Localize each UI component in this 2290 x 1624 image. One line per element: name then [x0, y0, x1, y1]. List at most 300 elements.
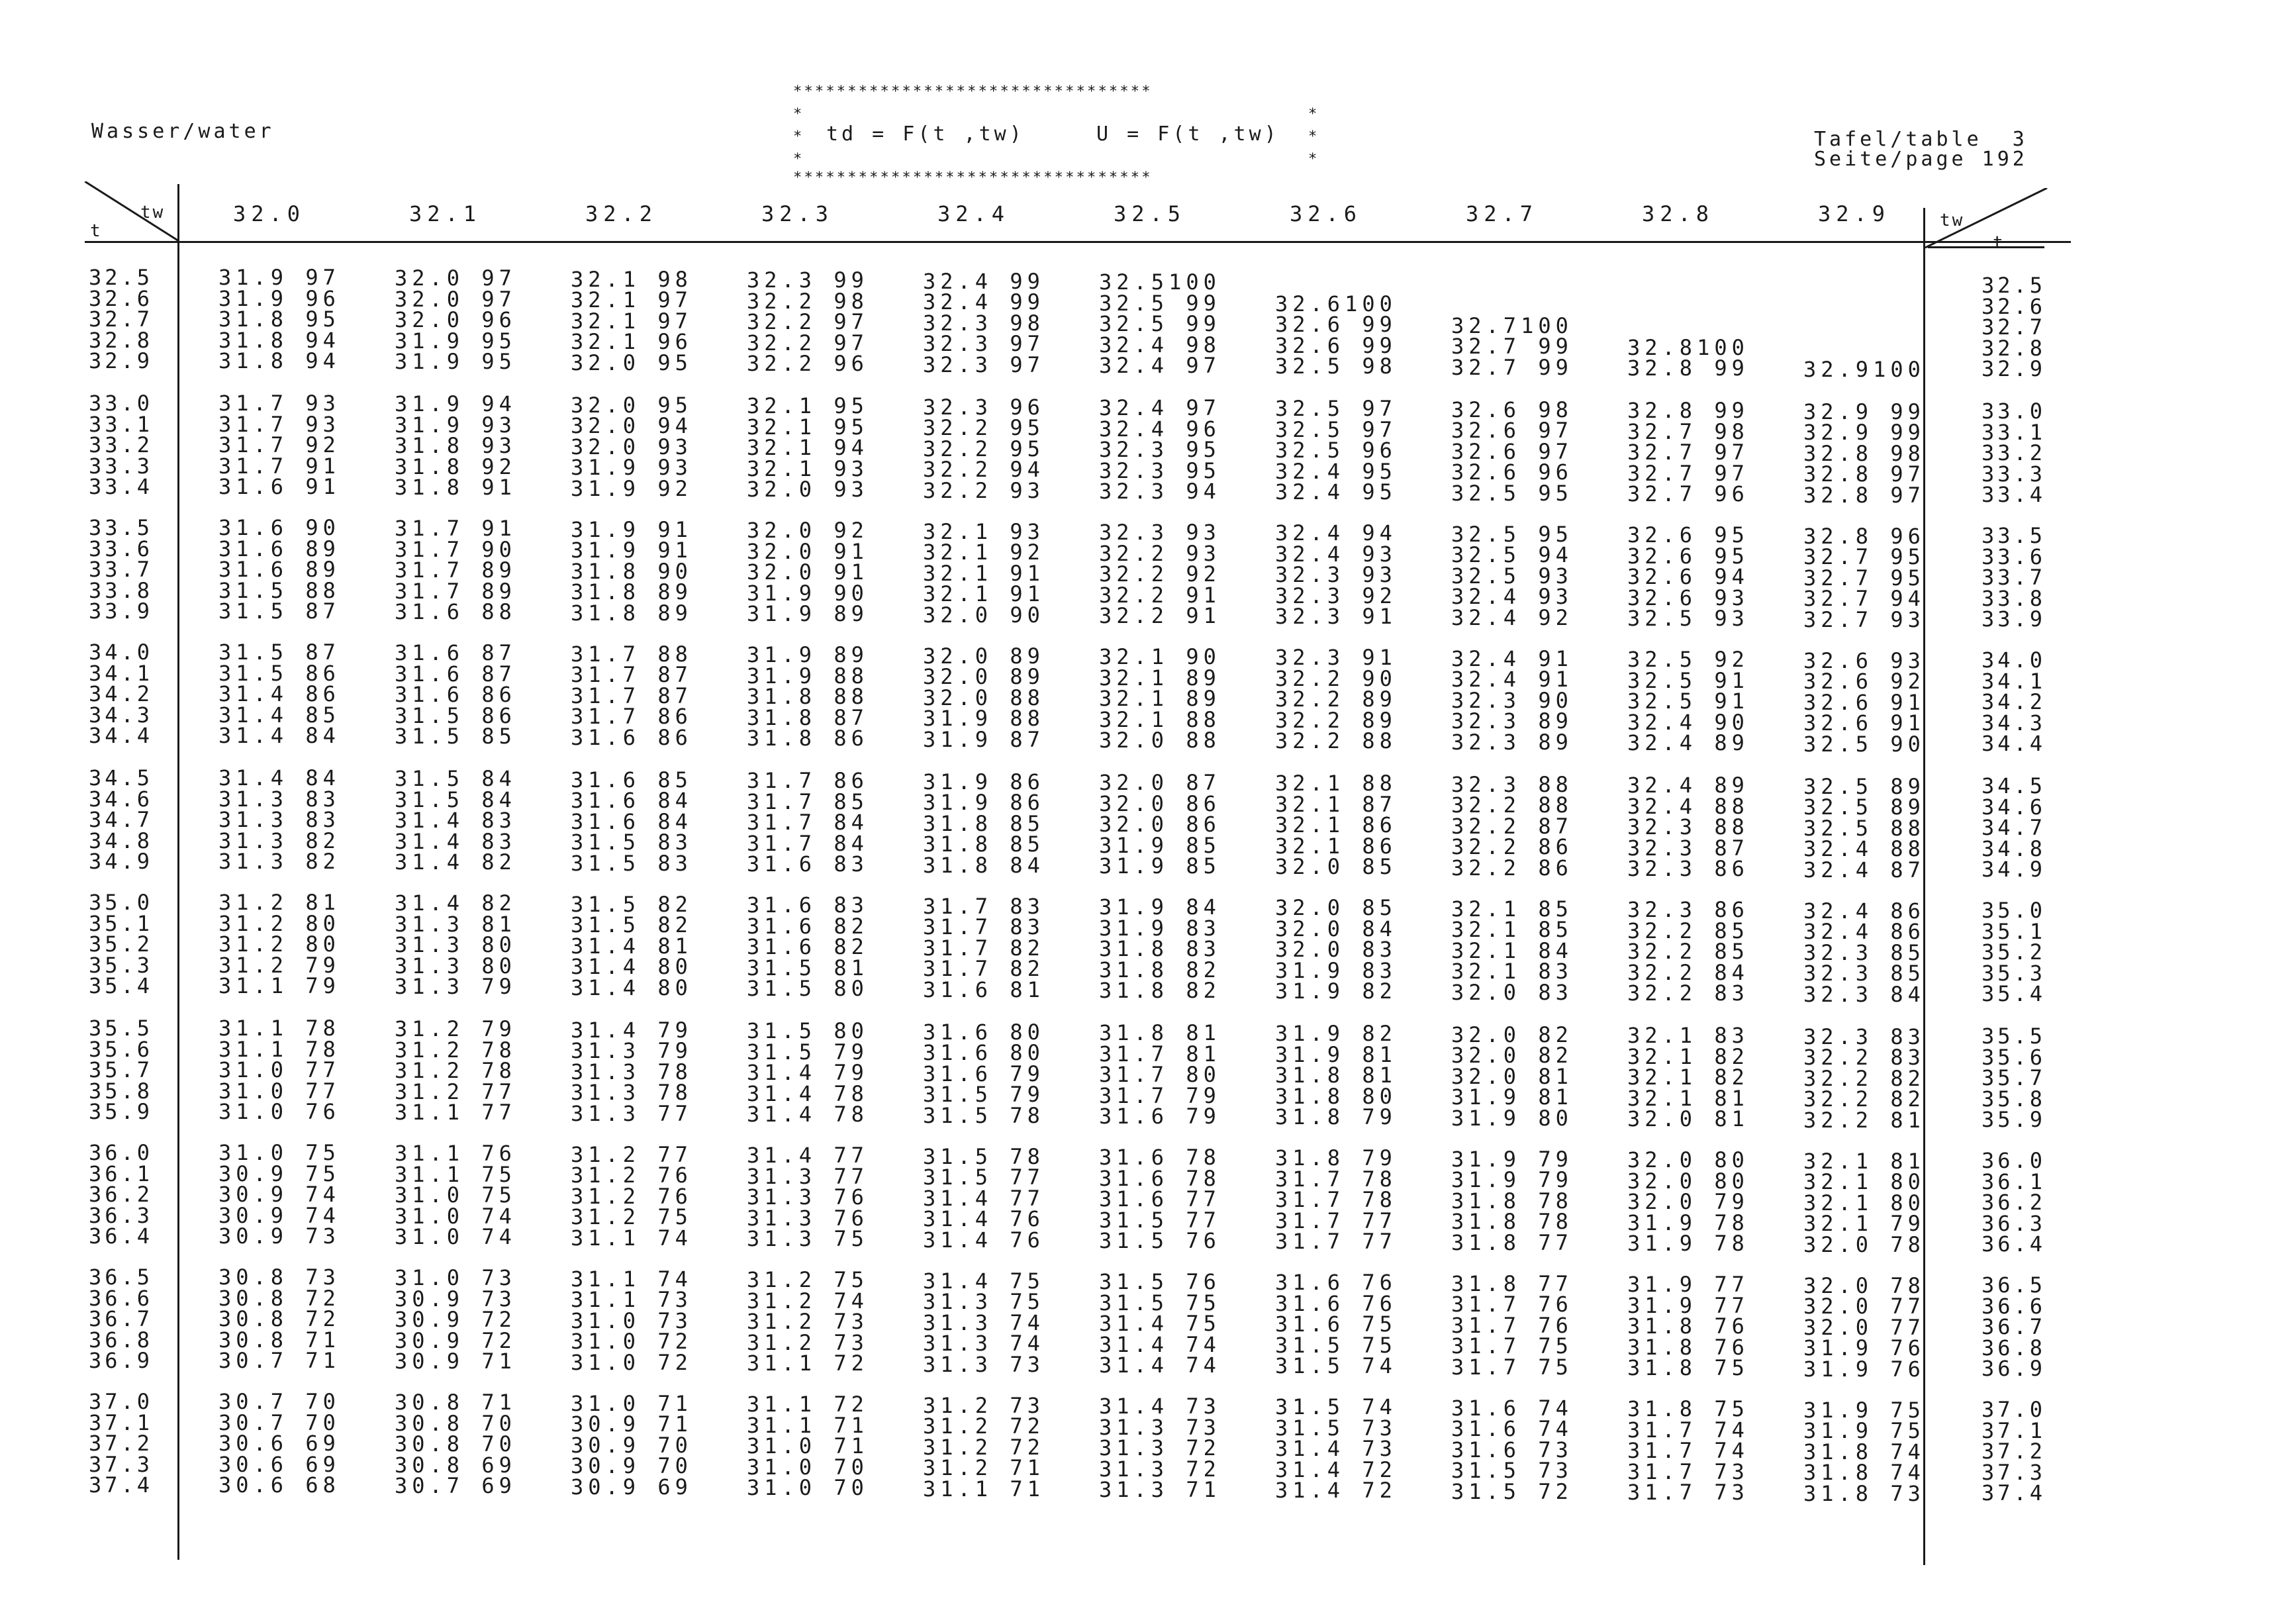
table-cell: 30.9 71 [395, 1349, 516, 1374]
row-labels-right: 36.5 36.6 36.7 36.8 36.9 [1981, 1272, 2046, 1381]
table-cell: 31.8 80 [1275, 1083, 1397, 1109]
table-cell: 32.7 94 [1803, 586, 1925, 612]
column-header: 32.7 [1466, 201, 1539, 226]
table-cell: 31.4 75 [1099, 1311, 1221, 1336]
table-cell: 32.1 87 [1275, 791, 1397, 817]
table-cell: 32.3 86 [1627, 897, 1749, 923]
row-labels-left: 34.0 34.1 34.2 34.3 34.4 [89, 640, 154, 748]
table-cell: 32.8 97 [1803, 482, 1925, 508]
table-cell: 30.9 72 [395, 1307, 516, 1333]
table-cell: 32.5 90 [1803, 731, 1925, 757]
table-cell: 32.5100 [1099, 269, 1221, 295]
table-cell: 32.1 85 [1451, 917, 1573, 943]
table-cell: 31.5 79 [747, 1039, 869, 1065]
table-cell: 31.9 88 [923, 706, 1045, 732]
table-cell: 32.4 96 [1099, 416, 1221, 442]
table-cell: 31.4 77 [923, 1185, 1045, 1211]
table-cell: 31.3 75 [923, 1289, 1045, 1315]
table-cell: 31.3 76 [747, 1184, 869, 1210]
table-cell: 32.0 89 [923, 664, 1045, 690]
table-cell: 32.3 83 [1803, 1024, 1925, 1049]
table-cell: 31.8 78 [1451, 1209, 1573, 1235]
table-cell: 31.9 82 [1275, 1021, 1397, 1047]
table-cell: 31.2 77 [395, 1078, 516, 1104]
table-cell: 31.9 81 [1275, 1041, 1397, 1067]
table-cell: 31.5 84 [395, 787, 516, 812]
table-cell: 31.6 80 [923, 1040, 1045, 1066]
table-cell: 32.2 91 [1099, 603, 1221, 628]
table-cell: 31.8 73 [1803, 1480, 1925, 1506]
table-cell: 31.1 73 [571, 1287, 692, 1313]
table-cell: 31.5 82 [571, 891, 692, 917]
table-cell: 32.6 91 [1803, 710, 1925, 736]
table-cell: 31.2 80 [218, 910, 340, 936]
corner-t-label-left: t [90, 221, 104, 241]
table-cell: 32.4 94 [1275, 520, 1397, 546]
table-cell: 31.6 79 [1099, 1104, 1221, 1129]
table-cell: 31.4 83 [395, 828, 516, 854]
table-cell: 30.7 70 [218, 1409, 340, 1435]
table-cell: 32.3 85 [1803, 939, 1925, 965]
table-cell: 31.4 75 [923, 1268, 1045, 1294]
table-cell: 31.4 76 [923, 1206, 1045, 1232]
table-cell: 30.9 71 [571, 1411, 692, 1437]
table-cell: 31.0 75 [395, 1182, 516, 1208]
table-cell: 31.9 88 [747, 663, 869, 689]
table-cell: 31.0 76 [218, 1099, 340, 1124]
table-cell: 32.4 90 [1627, 709, 1749, 735]
row-labels-right: 33.5 33.6 33.7 33.8 33.9 [1981, 523, 2046, 632]
table-cell: 31.7 74 [1627, 1438, 1749, 1464]
table-cell: 31.1 72 [747, 1392, 869, 1417]
table-cell: 32.0 88 [923, 685, 1045, 710]
formula-star: * [1308, 128, 1321, 145]
row-labels-left: 36.0 36.1 36.2 36.3 36.4 [89, 1140, 154, 1249]
row-labels-left: 35.0 35.1 35.2 35.3 35.4 [89, 890, 154, 998]
table-cell: 31.9 81 [1451, 1084, 1573, 1110]
table-cell: 32.3 97 [923, 331, 1045, 357]
row-labels-left: 33.0 33.1 33.2 33.3 33.4 [89, 391, 154, 499]
table-cell: 31.2 71 [923, 1455, 1045, 1481]
table-cell: 30.9 73 [395, 1286, 516, 1312]
table-cell: 32.0 77 [1803, 1294, 1925, 1319]
table-cell: 31.9 75 [1803, 1418, 1925, 1444]
table-cell: 31.8 94 [218, 348, 340, 373]
table-cell: 31.8 78 [1451, 1188, 1573, 1214]
table-cell: 31.6 84 [571, 808, 692, 834]
table-cell: 31.3 83 [218, 786, 340, 812]
table-cell: 31.5 78 [923, 1102, 1045, 1128]
table-cell: 31.8 90 [571, 558, 692, 584]
table-cell: 31.7 77 [1275, 1208, 1397, 1233]
table-cell: 31.7 85 [747, 788, 869, 814]
table-cell: 32.5 89 [1803, 794, 1925, 820]
table-cell: 32.6 95 [1627, 543, 1749, 569]
table-cell: 32.3 91 [1275, 645, 1397, 671]
table-cell: 32.2 88 [1275, 728, 1397, 754]
table-cell: 31.1 72 [747, 1351, 869, 1376]
table-cell: 32.5 93 [1451, 563, 1573, 589]
table-cell: 31.8 88 [747, 684, 869, 710]
table-cell: 32.0 87 [1099, 770, 1221, 795]
table-cell: 32.2 92 [1099, 561, 1221, 587]
table-cell: 32.3 99 [747, 267, 869, 293]
table-cell: 32.6 93 [1803, 647, 1925, 673]
table-cell: 32.3 98 [923, 310, 1045, 336]
table-cell: 32.3 85 [1803, 961, 1925, 986]
table-cell: 31.3 75 [747, 1226, 869, 1252]
column-header: 32.2 [585, 201, 658, 226]
table-cell: 31.5 83 [571, 830, 692, 855]
table-cell: 32.0 94 [571, 413, 692, 439]
table-cell: 31.2 79 [218, 952, 340, 978]
table-cell: 30.9 72 [395, 1327, 516, 1353]
table-cell: 32.5 98 [1275, 354, 1397, 379]
table-cell: 31.4 82 [395, 890, 516, 916]
table-cell: 32.3 94 [1099, 479, 1221, 504]
table-cell: 30.7 71 [218, 1348, 340, 1373]
column-header: 32.6 [1290, 201, 1362, 226]
table-cell: 31.4 73 [1275, 1436, 1397, 1462]
table-cell: 32.0 89 [923, 643, 1045, 669]
table-cell: 32.2 88 [1451, 792, 1573, 818]
table-cell: 32.4 88 [1803, 836, 1925, 862]
table-cell: 32.4 86 [1803, 898, 1925, 924]
table-cell: 32.2 95 [923, 436, 1045, 461]
table-cell: 31.6 88 [395, 599, 516, 625]
table-cell: 32.2 91 [1099, 582, 1221, 608]
table-cell: 32.0 82 [1451, 1022, 1573, 1047]
table-cell: 31.2 73 [747, 1309, 869, 1335]
table-cell: 31.7 74 [1627, 1417, 1749, 1443]
table-cell: 31.6 73 [1451, 1437, 1573, 1462]
table-cell: 32.1 86 [1275, 833, 1397, 859]
table-cell: 31.3 79 [571, 1038, 692, 1064]
table-cell: 31.7 81 [1099, 1041, 1221, 1067]
table-cell: 31.1 71 [923, 1476, 1045, 1502]
table-cell: 31.8 87 [747, 704, 869, 730]
table-cell: 31.2 73 [923, 1392, 1045, 1418]
table-label: Tafel/table 3 [1814, 128, 2028, 151]
table-cell: 31.3 72 [1099, 1435, 1221, 1460]
table-cell: 31.4 79 [571, 1017, 692, 1043]
table-cell: 31.2 78 [395, 1058, 516, 1084]
row-labels-right: 32.5 32.6 32.7 32.8 32.9 [1981, 273, 2046, 381]
table-cell: 31.9 94 [395, 391, 516, 417]
table-cell: 32.4 99 [923, 289, 1045, 315]
table-cell: 32.1 97 [571, 308, 692, 334]
table-cell: 32.4 97 [1099, 395, 1221, 420]
table-cell: 31.5 88 [218, 577, 340, 603]
table-cell: 31.8 82 [1099, 957, 1221, 982]
table-cell: 32.4 89 [1627, 730, 1749, 756]
table-cell: 31.7 89 [395, 578, 516, 604]
table-cell: 31.3 78 [571, 1059, 692, 1084]
table-cell: 31.3 77 [747, 1163, 869, 1189]
table-cell: 31.7 87 [571, 662, 692, 688]
table-cell: 31.3 82 [218, 828, 340, 853]
table-cell: 32.5 95 [1451, 521, 1573, 547]
table-cell: 32.1 92 [923, 540, 1045, 565]
table-cell: 31.3 82 [218, 849, 340, 874]
table-cell: 32.8 96 [1803, 523, 1925, 549]
table-cell: 31.9 83 [1275, 957, 1397, 983]
table-cell: 32.7 97 [1627, 460, 1749, 486]
table-cell: 31.6 75 [1275, 1312, 1397, 1337]
table-cell: 31.7 91 [218, 453, 340, 479]
table-cell: 32.3 86 [1627, 856, 1749, 882]
table-cell: 31.1 75 [395, 1161, 516, 1187]
table-cell: 31.9 90 [747, 580, 869, 606]
table-cell: 32.2 85 [1627, 918, 1749, 943]
table-cell: 30.9 74 [218, 1182, 340, 1207]
table-cell: 31.7 78 [1275, 1187, 1397, 1213]
corner-t-label-right: t [1993, 233, 2007, 253]
table-cell: 32.7 95 [1803, 565, 1925, 591]
table-cell: 31.5 78 [923, 1143, 1045, 1169]
table-cell: 30.8 70 [395, 1431, 516, 1457]
row-labels-left: 32.5 32.6 32.7 32.8 32.9 [89, 265, 154, 373]
table-cell: 31.5 72 [1451, 1478, 1573, 1504]
table-cell: 32.0 85 [1275, 895, 1397, 921]
table-cell: 32.6 92 [1803, 669, 1925, 694]
table-cell: 31.6 89 [218, 536, 340, 561]
table-cell: 32.3 97 [923, 352, 1045, 377]
row-labels-left: 35.5 35.6 35.7 35.8 35.9 [89, 1016, 154, 1124]
table-cell: 31.9 97 [218, 265, 340, 290]
table-cell: 30.8 71 [218, 1327, 340, 1353]
table-cell: 32.5 99 [1099, 290, 1221, 316]
table-cell: 31.6 83 [747, 892, 869, 918]
table-cell: 32.0 90 [923, 602, 1045, 628]
table-cell: 32.1 98 [571, 266, 692, 292]
table-cell: 31.3 73 [923, 1351, 1045, 1377]
table-cell: 32.2 89 [1275, 707, 1397, 733]
table-cell: 32.0 85 [1275, 854, 1397, 880]
table-cell: 32.3 88 [1627, 814, 1749, 840]
table-cell: 31.6 85 [571, 767, 692, 792]
table-cell: 32.2 93 [923, 477, 1045, 503]
table-cell: 31.6 81 [923, 977, 1045, 1002]
table-cell: 31.6 82 [747, 934, 869, 960]
table-cell: 32.2 82 [1803, 1086, 1925, 1112]
table-cell: 32.6 93 [1627, 585, 1749, 610]
formula-border-top: ********************************* [793, 83, 1153, 100]
table-cell: 31.7 78 [1275, 1166, 1397, 1192]
table-cell: 31.8 76 [1627, 1334, 1749, 1360]
table-cell: 31.6 83 [747, 851, 869, 877]
table-cell: 31.5 87 [218, 640, 340, 665]
table-cell: 31.8 75 [1627, 1355, 1749, 1381]
table-cell: 32.3 89 [1451, 708, 1573, 734]
table-cell: 31.8 93 [395, 433, 516, 459]
table-cell: 31.2 72 [923, 1413, 1045, 1439]
table-cell: 31.5 87 [218, 598, 340, 624]
table-cell: 31.6 78 [1099, 1145, 1221, 1170]
table-cell: 31.8 74 [1803, 1460, 1925, 1486]
table-cell: 31.2 77 [571, 1141, 692, 1167]
table-cell: 32.7 99 [1451, 354, 1573, 380]
table-cell: 30.9 73 [218, 1223, 340, 1249]
table-cell: 32.2 97 [747, 330, 869, 356]
table-cell: 32.4 89 [1627, 773, 1749, 798]
table-cell: 31.7 93 [218, 391, 340, 416]
table-cell: 32.0 81 [1451, 1063, 1573, 1089]
table-cell: 31.0 74 [395, 1224, 516, 1250]
table-cell: 30.7 69 [395, 1473, 516, 1499]
table-cell: 31.5 86 [218, 660, 340, 686]
table-cell: 31.9 89 [747, 601, 869, 627]
table-cell: 30.8 70 [395, 1410, 516, 1436]
table-cell: 31.3 74 [923, 1310, 1045, 1335]
table-cell: 32.6 95 [1627, 522, 1749, 548]
table-cell: 31.9 95 [395, 349, 516, 375]
table-cell: 31.9 93 [395, 412, 516, 438]
table-cell: 30.9 69 [571, 1474, 692, 1500]
table-cell: 32.0 97 [395, 265, 516, 291]
table-cell: 31.5 76 [1099, 1228, 1221, 1253]
table-cell: 31.7 76 [1451, 1292, 1573, 1317]
table-cell: 31.0 75 [218, 1140, 340, 1165]
table-cell: 31.8 92 [395, 454, 516, 479]
table-cell: 31.8 81 [1099, 1020, 1221, 1045]
formula-star: * [793, 128, 806, 145]
table-cell: 31.6 86 [395, 682, 516, 708]
table-cell: 32.0 86 [1099, 790, 1221, 816]
table-cell: 31.6 82 [747, 913, 869, 939]
table-cell: 32.0 97 [395, 286, 516, 312]
table-cell: 31.0 71 [747, 1433, 869, 1459]
table-cell: 30.8 71 [395, 1390, 516, 1415]
table-cell: 31.1 78 [218, 1016, 340, 1041]
formula-humidity: U = F(t ,tw) [1096, 122, 1280, 146]
table-cell: 32.8100 [1627, 334, 1749, 360]
table-cell: 32.1 97 [571, 287, 692, 313]
row-labels-right: 37.0 37.1 37.2 37.3 37.4 [1981, 1397, 2046, 1505]
table-cell: 31.3 71 [1099, 1477, 1221, 1502]
table-cell: 31.7 75 [1451, 1354, 1573, 1380]
table-cell: 31.7 89 [395, 557, 516, 583]
table-cell: 32.3 93 [1275, 562, 1397, 588]
table-cell: 31.4 72 [1275, 1478, 1397, 1504]
table-cell: 31.7 90 [395, 536, 516, 562]
table-cell: 31.5 73 [1451, 1458, 1573, 1484]
table-cell: 32.0 78 [1803, 1231, 1925, 1257]
table-cell: 32.8 98 [1803, 440, 1925, 466]
table-cell: 30.6 69 [218, 1451, 340, 1477]
table-cell: 31.3 77 [571, 1100, 692, 1126]
table-cell: 31.0 73 [395, 1265, 516, 1291]
table-cell: 31.5 84 [395, 766, 516, 792]
table-cell: 31.4 86 [218, 681, 340, 706]
table-cell: 32.1 82 [1627, 1043, 1749, 1069]
table-cell: 32.1 82 [1627, 1065, 1749, 1090]
table-cell: 32.7 96 [1627, 481, 1749, 507]
table-cell: 32.6 98 [1451, 397, 1573, 422]
table-cell: 32.2 86 [1451, 855, 1573, 881]
table-cell: 31.9 85 [1099, 832, 1221, 858]
table-cell: 32.1 89 [1099, 665, 1221, 691]
table-cell: 32.1 96 [571, 329, 692, 355]
table-cell: 32.3 95 [1099, 457, 1221, 483]
column-header: 32.4 [937, 201, 1010, 226]
table-cell: 31.2 81 [218, 890, 340, 915]
table-cell: 32.5 99 [1099, 311, 1221, 336]
table-cell: 31.7 76 [1451, 1312, 1573, 1338]
table-cell: 31.9 91 [571, 538, 692, 563]
table-cell: 31.1 71 [747, 1412, 869, 1438]
table-cell: 32.0 83 [1275, 937, 1397, 963]
table-cell: 31.6 84 [571, 788, 692, 814]
formula-dewpoint: td = F(t ,tw) [826, 122, 1025, 146]
table-cell: 31.0 72 [571, 1329, 692, 1355]
table-cell: 31.4 74 [1099, 1331, 1221, 1357]
table-cell: 30.9 70 [571, 1453, 692, 1479]
column-header: 32.3 [761, 201, 834, 226]
row-labels-right: 34.5 34.6 34.7 34.8 34.9 [1981, 773, 2046, 882]
table-cell: 30.8 72 [218, 1306, 340, 1331]
table-cell: 31.8 89 [571, 600, 692, 626]
table-cell: 31.5 76 [1099, 1269, 1221, 1294]
table-cell: 31.7 83 [923, 914, 1045, 940]
table-cell: 31.0 77 [218, 1057, 340, 1082]
table-cell: 32.3 90 [1451, 687, 1573, 713]
table-cell: 31.6 76 [1275, 1270, 1397, 1296]
table-cell: 31.7 93 [218, 411, 340, 437]
corner-tw-label-left: tw [140, 203, 166, 222]
table-cell: 32.2 94 [923, 457, 1045, 483]
table-cell: 32.0 91 [747, 538, 869, 564]
table-cell: 32.3 89 [1451, 729, 1573, 755]
corner-tw-label-right: tw [1940, 211, 1965, 230]
table-cell: 32.1 90 [1099, 644, 1221, 669]
table-cell: 32.4 88 [1627, 793, 1749, 819]
table-cell: 31.2 72 [923, 1434, 1045, 1460]
table-cell: 31.8 79 [1275, 1104, 1397, 1130]
table-cell: 31.6 76 [1275, 1290, 1397, 1316]
table-cell: 31.9 83 [1099, 915, 1221, 941]
table-cell: 31.3 80 [395, 932, 516, 958]
table-cell: 31.8 86 [747, 726, 869, 751]
table-cell: 31.6 79 [923, 1061, 1045, 1086]
table-cell: 31.8 81 [1275, 1063, 1397, 1088]
table-cell: 31.7 92 [218, 432, 340, 457]
table-cell: 32.3 95 [1099, 437, 1221, 462]
column-header: 32.0 [233, 201, 306, 226]
table-cell: 31.4 84 [218, 765, 340, 790]
table-cell: 31.9 80 [1451, 1105, 1573, 1131]
table-cell: 32.6 99 [1275, 312, 1397, 338]
table-cell: 31.3 81 [395, 911, 516, 937]
table-cell: 32.9 99 [1803, 399, 1925, 424]
table-cell: 30.9 75 [218, 1161, 340, 1186]
table-cell: 32.7100 [1451, 312, 1573, 338]
table-cell: 32.8 97 [1803, 461, 1925, 487]
table-cell: 32.0 95 [571, 350, 692, 375]
table-cell: 32.4 87 [1803, 857, 1925, 883]
table-cell: 31.5 86 [395, 702, 516, 728]
table-cell: 31.2 74 [747, 1288, 869, 1314]
table-cell: 32.4 93 [1275, 541, 1397, 567]
table-cell: 31.9 84 [1099, 894, 1221, 920]
table-cell: 31.7 84 [747, 830, 869, 856]
table-cell: 32.2 81 [1803, 1107, 1925, 1133]
table-cell: 31.4 78 [747, 1102, 869, 1127]
table-cell: 32.0 86 [1099, 812, 1221, 837]
table-cell: 31.4 78 [747, 1080, 869, 1106]
table-cell: 31.3 80 [395, 953, 516, 979]
table-cell: 32.5 92 [1627, 647, 1749, 673]
